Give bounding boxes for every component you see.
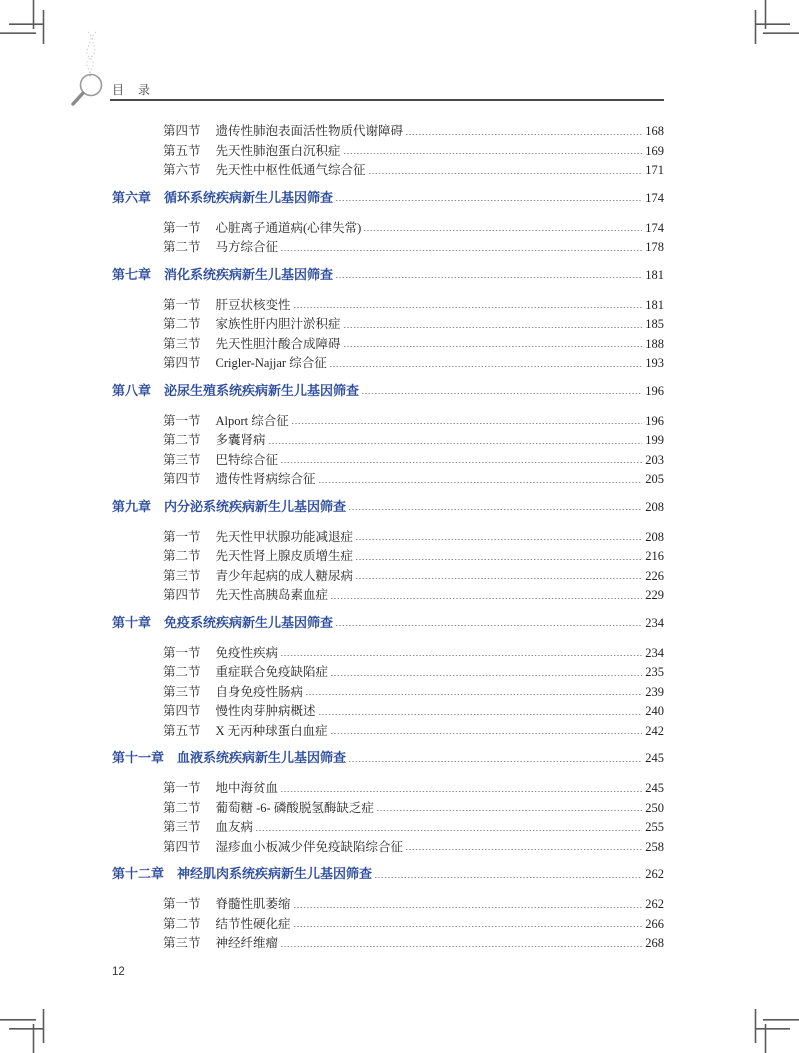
dotted-leader: [294, 926, 643, 928]
toc-entry-title: 神经纤维瘤: [215, 936, 279, 950]
toc-entry-label: 第一节: [163, 781, 201, 795]
dotted-leader: [281, 655, 642, 657]
toc-entry-title: 泌尿生殖系统疾病新生儿基因筛查: [164, 382, 360, 398]
toc-row[interactable]: [112, 122, 664, 142]
crop-mark-bottom-left-icon: [0, 1003, 56, 1053]
toc-row[interactable]: [112, 381, 664, 401]
toc-row[interactable]: [112, 683, 664, 703]
toc-entry-title: 家族性肝内胆汁淤积症: [215, 317, 341, 331]
toc-entry-page: 245: [645, 781, 664, 795]
dotted-leader: [344, 153, 643, 155]
toc-entry-title: 马方综合征: [215, 240, 279, 254]
toc-entry-page: 245: [645, 751, 664, 765]
toc-entry-title: 重症联合免疫缺陷症: [215, 665, 329, 679]
toc-entry-label: 第三节: [163, 452, 201, 467]
toc-entry-label: 第一节: [163, 413, 201, 428]
toc-entry-label: 第十一章: [112, 750, 165, 765]
dotted-leader: [344, 346, 643, 348]
dotted-leader: [281, 790, 642, 792]
toc-entry-page: 168: [645, 124, 664, 138]
toc-entry-title: 先天性甲状腺功能减退症: [215, 529, 354, 544]
toc-row[interactable]: [112, 296, 664, 316]
toc-entry-title: 免疫系统疾病新生儿基因筛查: [164, 614, 334, 630]
dotted-leader: [377, 810, 642, 812]
dotted-leader: [256, 829, 642, 831]
toc-entry-label: 第一节: [163, 297, 201, 312]
toc-entry-page: 235: [645, 665, 664, 679]
toc-row[interactable]: [112, 748, 664, 768]
toc-entry-label: 第一节: [163, 645, 201, 660]
dotted-leader: [292, 423, 642, 425]
toc-row[interactable]: [112, 142, 664, 162]
dotted-leader: [319, 481, 643, 483]
toc-entry-label: 第二节: [163, 240, 201, 254]
dotted-leader: [294, 307, 643, 309]
toc-row[interactable]: [112, 934, 664, 954]
toc-entry-title: Crigler-Najjar 综合征: [215, 356, 327, 370]
toc-entry-title: 地中海贫血: [215, 781, 279, 795]
toc-entry-label: 第六章: [112, 189, 152, 205]
toc-entry-page: 216: [645, 549, 664, 563]
dotted-leader: [349, 509, 642, 511]
toc-entry-title: 脊髓性肌萎缩: [215, 897, 291, 911]
toc-entry-title: Alport 综合征: [215, 413, 289, 428]
dotted-leader: [356, 578, 642, 580]
dotted-leader: [356, 558, 642, 560]
toc-entry-page: 171: [645, 163, 664, 177]
dotted-leader: [336, 625, 642, 627]
toc-entry-label: 第二节: [163, 549, 201, 563]
toc-row[interactable]: [112, 161, 664, 181]
toc-list: [112, 122, 664, 954]
toc-entry-title: 先天性中枢性低通气综合征: [215, 163, 366, 177]
toc-row[interactable]: [112, 915, 664, 935]
toc-entry-title: 心脏离子通道病(心律失常): [215, 220, 362, 235]
dotted-leader: [330, 365, 643, 367]
toc-row[interactable]: [112, 451, 664, 471]
toc-entry-page: 250: [645, 800, 664, 815]
toc-row[interactable]: [112, 895, 664, 915]
toc-entry-label: 第八章: [112, 382, 152, 398]
toc-entry-page: 188: [645, 336, 664, 351]
toc-entry-page: 178: [645, 240, 664, 254]
dotted-leader: [281, 462, 642, 464]
toc-entry-title: X 无丙种球蛋白血症: [215, 723, 328, 738]
toc-entry-title: 免疫性疾病: [215, 645, 279, 660]
toc-row[interactable]: [112, 547, 664, 567]
toc-entry-page: 185: [645, 317, 664, 331]
toc-entry-label: 第四节: [163, 839, 201, 854]
dotted-leader: [406, 849, 642, 851]
toc-entry-label: 第四节: [163, 588, 201, 602]
toc-entry-label: 第一节: [163, 529, 201, 544]
toc-row[interactable]: [112, 497, 664, 517]
toc-entry-label: 第二节: [163, 317, 201, 331]
toc-entry-page: 196: [645, 413, 664, 428]
crop-mark-top-right-icon: [743, 0, 799, 50]
toc-entry-page: 262: [645, 897, 664, 911]
toc-entry-title: 多囊肾病: [215, 433, 266, 447]
toc-row[interactable]: [112, 818, 664, 838]
toc-entry-title: 遗传性肾病综合征: [215, 472, 316, 486]
toc-row[interactable]: [112, 864, 664, 884]
dotted-leader: [336, 200, 642, 202]
toc-row[interactable]: [112, 470, 664, 490]
toc-entry-label: 第四节: [163, 472, 201, 486]
toc-entry-title: 青少年起病的成人糖尿病: [215, 568, 354, 583]
toc-entry-page: 242: [645, 723, 664, 738]
toc-entry-label: 第九章: [112, 498, 152, 514]
toc-entry-page: 208: [645, 499, 664, 514]
toc-entry-page: 226: [645, 568, 664, 583]
dotted-leader: [336, 277, 642, 279]
toc-entry-title: 巴特综合征: [215, 452, 279, 467]
toc-entry-label: 第二节: [163, 665, 201, 679]
page-title: 目 录: [112, 83, 152, 97]
toc-row[interactable]: [112, 722, 664, 742]
toc-entry-page: 268: [645, 936, 664, 950]
toc-entry-page: 181: [645, 297, 664, 312]
dotted-leader: [344, 326, 643, 328]
toc-entry-label: 第二节: [163, 916, 201, 931]
toc-entry-title: 自身免疫性肠病: [215, 684, 304, 699]
toc-entry-title: 消化系统疾病新生儿基因筛查: [164, 266, 334, 282]
toc-entry-label: 第四节: [163, 356, 201, 370]
toc-row[interactable]: [112, 188, 664, 208]
toc-entry-page: 203: [645, 452, 664, 467]
toc-entry-title: 肝豆状核变性: [215, 297, 291, 312]
toc-row[interactable]: [112, 412, 664, 432]
toc-entry-title: 先天性肾上腺皮质增生症: [215, 549, 354, 563]
toc-entry-page: 229: [645, 588, 664, 602]
toc-row[interactable]: [112, 431, 664, 451]
dotted-leader: [362, 393, 642, 395]
toc-row[interactable]: [112, 238, 664, 258]
toc-entry-page: 169: [645, 143, 664, 158]
toc-row[interactable]: [112, 613, 664, 633]
toc-row[interactable]: [112, 779, 664, 799]
toc-entry-page: 255: [645, 820, 664, 834]
toc-entry-page: 262: [645, 867, 664, 881]
toc-entry-title: 结节性硬化症: [215, 916, 291, 931]
toc-entry-page: 196: [645, 383, 664, 398]
toc-entry-page: 234: [645, 645, 664, 660]
toc-entry-label: 第四节: [163, 704, 201, 718]
toc-entry-label: 第二节: [163, 800, 201, 815]
dotted-leader: [319, 713, 643, 715]
crop-mark-bottom-right-icon: [743, 1003, 799, 1053]
toc-row[interactable]: [112, 799, 664, 819]
toc-row[interactable]: [112, 644, 664, 664]
dotted-leader: [375, 876, 642, 878]
dna-magnifier-icon: [64, 28, 114, 114]
toc-row[interactable]: [112, 663, 664, 683]
toc-entry-title: 内分泌系统疾病新生儿基因筛查: [164, 498, 347, 514]
dotted-leader: [349, 760, 642, 762]
dotted-leader: [364, 230, 642, 232]
toc-entry-label: 第一节: [163, 220, 201, 235]
toc-entry-page: 258: [645, 839, 664, 854]
toc-entry-title: 葡萄糖 -6- 磷酸脱氢酶缺乏症: [215, 800, 374, 815]
toc-entry-title: 血友病: [215, 820, 254, 834]
toc-entry-label: 第二节: [163, 433, 201, 447]
toc-entry-label: 第五节: [163, 143, 201, 158]
toc-entry-label: 第三节: [163, 820, 201, 834]
crop-mark-top-left-icon: [0, 0, 56, 50]
toc-entry-label: 第三节: [163, 684, 201, 699]
toc-entry-title: 先天性高胰岛素血症: [215, 588, 329, 602]
toc-entry-page: 181: [645, 267, 664, 282]
toc-entry-title: 慢性肉芽肿病概述: [215, 704, 316, 718]
toc-entry-title: 遗传性肺泡表面活性物质代谢障碍: [215, 124, 404, 138]
dotted-leader: [281, 945, 642, 947]
toc-entry-page: 240: [645, 704, 664, 718]
toc-entry-label: 第七章: [112, 266, 152, 282]
toc-entry-page: 193: [645, 356, 664, 370]
toc-entry-label: 第十章: [112, 614, 152, 630]
toc-entry-title: 湿疹血小板减少伴免疫缺陷综合征: [215, 839, 404, 854]
toc-row[interactable]: [112, 702, 664, 722]
toc-entry-title: 神经肌肉系统疾病新生儿基因筛查: [177, 866, 373, 881]
toc-entry-title: 循环系统疾病新生儿基因筛查: [164, 189, 334, 205]
toc-entry-label: 第六节: [163, 163, 201, 177]
toc-row[interactable]: [112, 335, 664, 355]
toc-entry-label: 第一节: [163, 897, 201, 911]
toc-row[interactable]: [112, 354, 664, 374]
toc-entry-label: 第三节: [163, 936, 201, 950]
toc-row[interactable]: [112, 838, 664, 858]
dotted-leader: [356, 539, 642, 541]
toc-entry-page: 174: [645, 190, 664, 205]
toc-entry-label: 第四节: [163, 124, 201, 138]
dotted-leader: [331, 674, 642, 676]
toc-row[interactable]: [112, 586, 664, 606]
toc-row[interactable]: [112, 315, 664, 335]
folio-page-number: 12: [112, 966, 125, 978]
toc-row[interactable]: [112, 219, 664, 239]
toc-entry-page: 205: [645, 472, 664, 486]
toc-entry-page: 199: [645, 433, 664, 447]
toc-entry-label: 第十二章: [112, 866, 165, 881]
toc-entry-page: 239: [645, 684, 664, 699]
toc-entry-title: 先天性肺泡蛋白沉积症: [215, 143, 341, 158]
dotted-leader: [294, 906, 643, 908]
toc-entry-page: 208: [645, 529, 664, 544]
toc-row[interactable]: [112, 528, 664, 548]
dotted-leader: [269, 442, 643, 444]
dotted-leader: [306, 694, 642, 696]
toc-entry-title: 先天性胆汁酸合成障碍: [215, 336, 341, 351]
header-rule: [110, 99, 664, 101]
toc-entry-page: 266: [645, 916, 664, 931]
toc-row[interactable]: [112, 567, 664, 587]
toc-entry-page: 234: [645, 615, 664, 630]
toc-row[interactable]: [112, 265, 664, 285]
toc-entry-label: 第三节: [163, 336, 201, 351]
dotted-leader: [406, 133, 642, 135]
toc-entry-label: 第五节: [163, 723, 201, 738]
toc-entry-title: 血液系统疾病新生儿基因筛查: [177, 750, 347, 765]
dotted-leader: [281, 249, 642, 251]
dotted-leader: [331, 733, 643, 735]
toc-entry-page: 174: [645, 220, 664, 235]
dotted-leader: [331, 597, 642, 599]
dotted-leader: [369, 172, 643, 174]
toc-entry-label: 第三节: [163, 568, 201, 583]
